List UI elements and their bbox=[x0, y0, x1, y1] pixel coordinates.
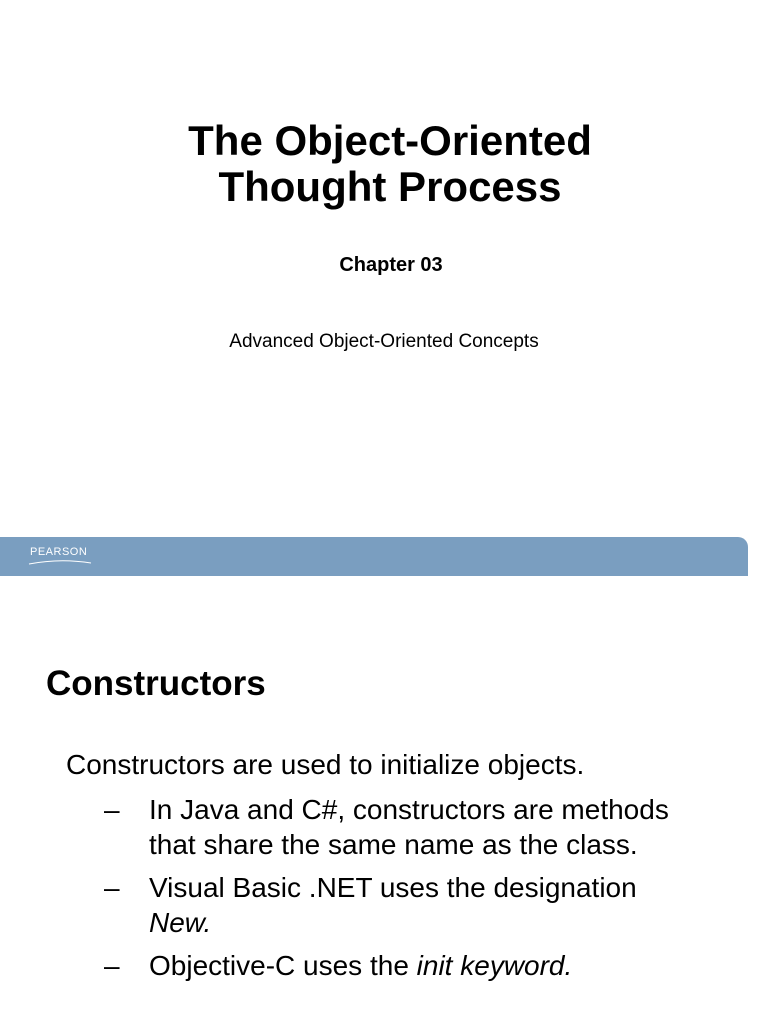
sub-bullet-vb-line-2: New. bbox=[149, 907, 212, 938]
sub-bullet-vb bbox=[104, 870, 724, 942]
title-line-2: Thought Process bbox=[218, 163, 562, 210]
content-slide bbox=[0, 576, 768, 1024]
slide-heading: Constructors bbox=[46, 664, 266, 703]
publisher-bar bbox=[0, 537, 748, 576]
dash-marker: – bbox=[104, 950, 120, 981]
pearson-logo: PEARSON bbox=[30, 546, 88, 558]
dash-marker: – bbox=[104, 872, 120, 903]
sub-bullet-java-line-1: In Java and C#, constructors are methods bbox=[149, 794, 669, 825]
dash-marker: – bbox=[104, 794, 120, 825]
main-bullet: Constructors are used to initialize objects. bbox=[66, 749, 585, 780]
sub-bullet-java-line-2: that share the same name as the class. bbox=[149, 829, 638, 860]
sub-bullet-objc-text: Objective-C uses the bbox=[149, 950, 417, 981]
slide-title bbox=[0, 118, 768, 210]
title-line-1: The Object-Oriented bbox=[188, 117, 592, 164]
sub-bullet-java bbox=[104, 792, 724, 864]
chapter-label: Chapter 03 bbox=[339, 254, 443, 276]
sub-bullet-objc bbox=[104, 948, 724, 984]
sub-bullet-objc-italic: init keyword. bbox=[416, 950, 573, 981]
slide-subtitle: Advanced Object-Oriented Concepts bbox=[229, 331, 539, 352]
pearson-swoosh-icon bbox=[28, 559, 92, 565]
sub-bullet-vb-line-1: Visual Basic .NET uses the designation bbox=[149, 872, 637, 903]
